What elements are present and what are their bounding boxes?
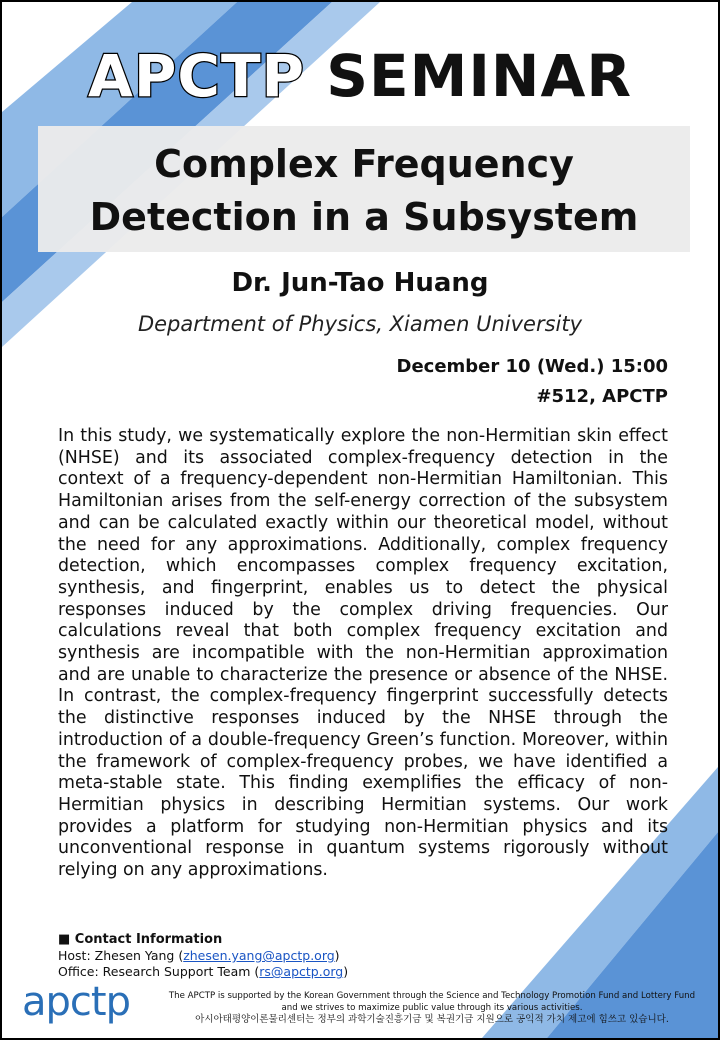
location: #512, APCTP	[536, 386, 668, 407]
contact-information	[58, 932, 348, 980]
support-korean: 아시아태평양이론물리센터는 정부의 과학기술진흥기금 및 복권기금 지원으로 공익적 가치 제고에 힘쓰고 있습니다.	[195, 1014, 669, 1025]
abstract-text: In this study, we systematically explore the non-Hermitian skin effect (NHSE) and its associated complex-frequency detection in the context of a frequency-dependent non-Hermitian Hamiltonian. This Hamiltonian arises from the self-energy correction of the subsystem and can be calculated exactly within our theoretical model, without the need for any approximations. Additionally, complex frequency detection, which encompasses complex frequency excitation, synthesis, and fingerprint, enables us to detect the physical responses induced by the complex driving frequencies. Our calculations reveal that both complex frequency excitation and synthesis are incompatible with the non-Hermitian approximation and are unable to characterize the presence or absence of the NHSE. In contrast, the complex-frequency fingerprint successfully detects the distinctive responses induced by the NHSE through the introduction of a double-frequency Green’s function. Moreover, within the framework of complex-frequency probes, we have identified a meta-stable state. This finding exemplifies the efficacy of non-Hermitian physics in describing Hermitian systems. Our work provides a platform for studying non-Hermitian physics and its unconventional response in quantum systems rigorously without relying on any approximations.	[58, 426, 668, 881]
office-label: Office: Research Support Team (	[58, 964, 260, 979]
support-english-2: and we strives to maximize public value through its various activities.	[281, 1003, 583, 1013]
talk-title-line-1: Complex Frequency	[154, 142, 574, 186]
contact-host	[58, 948, 348, 964]
office-email-link[interactable]: rs@apctp.org	[259, 964, 344, 979]
event-type: SEMINAR	[326, 42, 633, 110]
org-name: APCTP	[87, 42, 306, 110]
date-time: December 10 (Wed.) 15:00	[396, 356, 668, 377]
host-suffix: )	[334, 948, 340, 963]
speaker-name: Dr. Jun-Tao Huang	[231, 268, 489, 298]
host-email-link[interactable]: zhesen.yang@apctp.org	[183, 948, 335, 963]
talk-title	[38, 138, 690, 244]
contact-heading: ■ Contact Information	[58, 932, 223, 947]
support-english-1: The APCTP is supported by the Korean Government through the Science and Technology Promotion Fund and Lottery Fund	[168, 991, 696, 1001]
apctp-logo: apctp	[22, 979, 130, 1025]
host-label: Host: Zhesen Yang (	[58, 948, 184, 963]
talk-title-line-2: Detection in a Subsystem	[89, 195, 639, 239]
office-suffix: )	[343, 964, 349, 979]
speaker-affiliation: Department of Physics, Xiamen University	[137, 312, 583, 336]
contact-office	[58, 964, 348, 980]
poster-header	[2, 40, 718, 112]
support-statement	[164, 990, 700, 1026]
